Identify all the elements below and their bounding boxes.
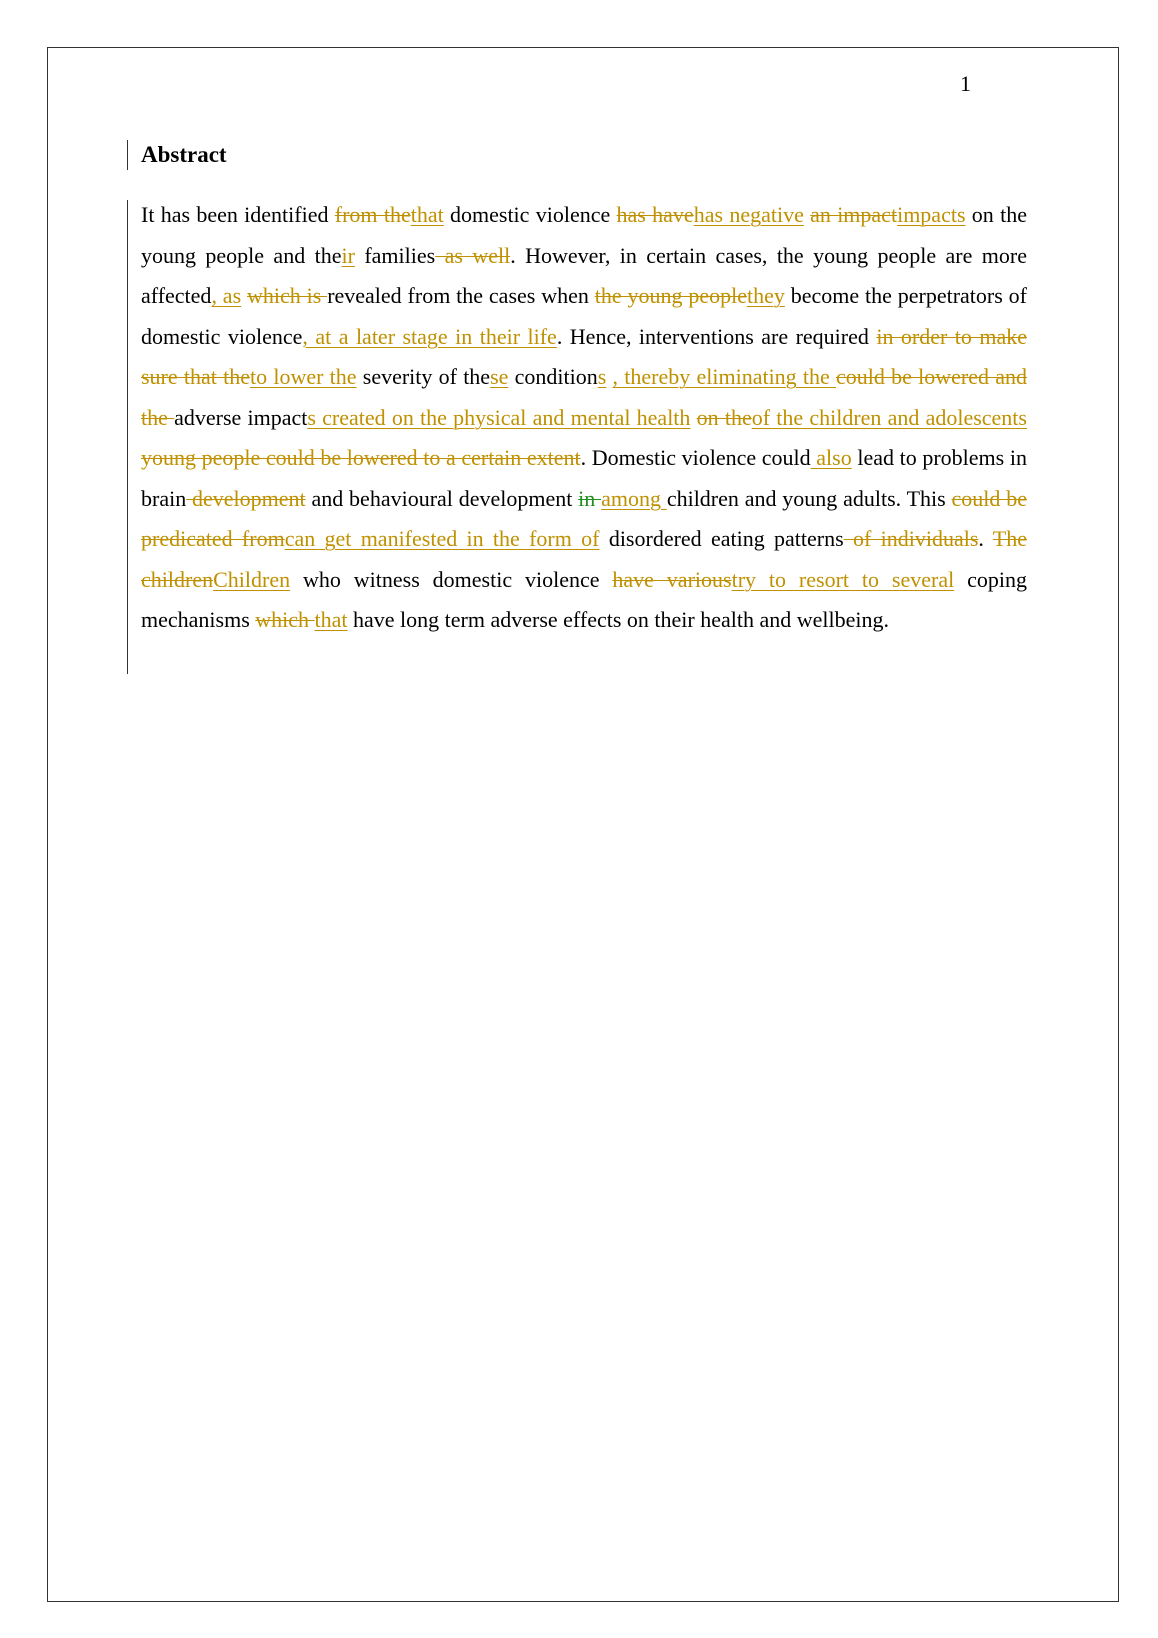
inserted-text: can get manifested in the form of [284,526,600,551]
inserted-text: of the children and adolescents [751,404,1027,430]
inserted-text: they [746,283,785,308]
inserted-text: s [597,364,607,389]
deleted-text: in order to make sure that the [141,323,1028,389]
abstract-paragraph[interactable] [141,195,1027,641]
inserted-text: that [410,202,444,227]
body-text: lead to problems in brain [141,445,1027,511]
body-text: . However, in certain cases, the young people are more affected [141,242,1027,308]
deleted-text: an impact [810,202,898,227]
inserted-text: se [490,364,509,389]
body-text: . [978,526,993,551]
inserted-text: also [810,445,852,470]
deleted-text: could be predicated from [141,485,1027,551]
inserted-text: Children [213,566,291,592]
body-text: It has been identified [141,202,335,227]
inserted-text: impacts [897,202,966,227]
inserted-text: that [314,607,348,632]
page-number: 1 [960,71,971,96]
deleted-text: in [578,485,602,511]
body-text: domestic violence [443,202,617,227]
deleted-text: has have [616,202,694,227]
inserted-text: try to resort to several [731,566,955,592]
body-text: families [354,242,436,268]
deleted-text: development [186,485,306,511]
inserted-text: to lower the [249,364,357,389]
deleted-text: as well [435,242,511,268]
change-bar [127,140,128,170]
body-text: have long term adverse effects on their health and wellbeing. [347,607,889,632]
body-text: . Hence, interventions are required [556,323,877,349]
deleted-text: have various [612,566,732,592]
deleted-text: which [255,607,315,632]
body-text: severity of the [356,364,491,389]
body-text: condition [508,364,598,389]
inserted-text: , thereby eliminating the [612,364,837,389]
deleted-text: which is [247,283,328,308]
deleted-text: young people could be lowered to a certain extent [141,445,581,470]
deleted-text: on the [696,404,752,430]
body-text: who witness domestic violence [290,566,613,592]
body-text: adverse impact [174,404,308,430]
body-text: children and young adults. This [666,485,952,511]
body-text: coping mechanisms [141,566,1027,632]
body-text: become the perpetrators of domestic violence [141,283,1027,349]
deleted-text: The children [141,526,1027,592]
change-bar [127,200,128,674]
body-text: and behavioural development [305,485,579,511]
inserted-text: , at a later stage in their life [302,323,557,349]
deleted-text: from the [334,202,411,227]
inserted-text: s created on the physical and mental health [307,404,691,430]
inserted-text: has negative [693,202,804,227]
deleted-text: of individuals [843,526,979,551]
inserted-text: , as [211,283,242,308]
inserted-text: among [601,485,667,511]
body-text: disordered eating patterns [599,526,844,551]
deleted-text: could be lowered and the [141,364,1027,430]
section-heading: Abstract [141,142,227,167]
body-text: on the young people and the [141,202,1027,268]
body-text: revealed from the cases when [327,283,595,308]
deleted-text: the young people [594,283,747,308]
body-text: . Domestic violence could [580,445,811,470]
inserted-text: ir [341,242,355,268]
